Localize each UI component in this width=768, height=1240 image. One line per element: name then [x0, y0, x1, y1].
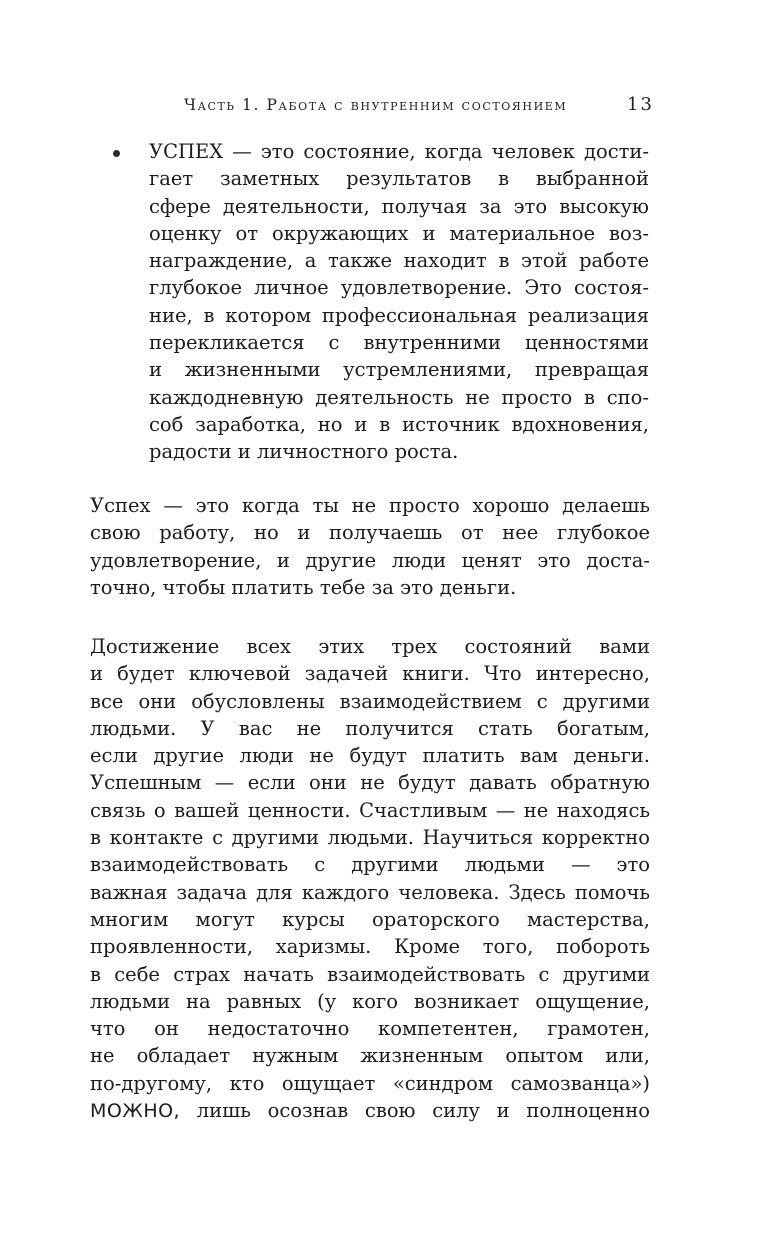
- text-line: оценку от окружающих и материальное воз-: [149, 221, 649, 245]
- text-line: гает заметных результатов в выбранной: [149, 167, 649, 191]
- text-line: УСПЕХ — это состояние, когда человек дости-: [149, 140, 649, 163]
- text-line: соб заработка, но и в источник вдохновения,: [149, 412, 649, 436]
- text-line: не обладает нужным жизненным опытом или,: [90, 1044, 650, 1068]
- text-line: людьми на равных (у кого возникает ощущение,: [90, 989, 650, 1013]
- text-line: свою работу, но и получаешь от нее глубокое: [90, 521, 650, 545]
- text-line: сфере деятельности, получая за это высокую: [149, 194, 649, 218]
- text-line-final: [90, 1097, 650, 1124]
- text-fragment: лишь осознав свою силу и полноценно: [196, 1099, 650, 1123]
- running-head: Часть 1. Работа с внутренним состоянием: [184, 96, 568, 114]
- text-line: точно, чтобы платить тебе за это деньги.: [90, 575, 517, 599]
- text-line: Успех — это когда ты не просто хорошо делаешь: [90, 494, 650, 517]
- text-line: удовлетворение, и другие люди ценят это доста-: [90, 548, 650, 572]
- text-line: все они обусловлены взаимодействием с другими: [90, 689, 650, 713]
- text-line: людьми. У вас не получится стать богатым,: [90, 716, 650, 740]
- text-line: перекликается с внутренними ценностями: [149, 331, 649, 355]
- paragraph-success: [90, 492, 650, 601]
- text-line: по-другому, кто ощущает «синдром самозванца»): [90, 1071, 650, 1095]
- text-line: в контакте с другими людьми. Научиться корректно: [90, 826, 650, 850]
- text-line: Успешным — если они не будут давать обратную: [90, 771, 650, 795]
- text-line: многим могут курсы ораторского мастерства,: [90, 907, 650, 931]
- text-line: радости и личностного роста.: [149, 440, 459, 464]
- text-line: важная задача для каждого человека. Здесь помочь: [90, 880, 650, 904]
- text-line: награждение, а также находит в этой работе: [149, 249, 649, 273]
- bullet-icon: [113, 150, 120, 157]
- bullet-paragraph: [149, 138, 649, 466]
- page-number: 13: [627, 94, 654, 115]
- text-line: взаимодействовать с другими людьми — это: [90, 853, 650, 877]
- text-line: Достижение всех этих трех состояний вами: [90, 635, 650, 658]
- text-line: и жизненными устремлениями, превращая: [149, 358, 649, 382]
- text-line: в себе страх начать взаимодействовать с другими: [90, 962, 650, 986]
- text-line: что он недостаточно компетентен, грамотен,: [90, 1017, 650, 1041]
- text-line: связь о вашей ценности. Счастливым — не находясь: [90, 798, 650, 822]
- emphasized-word: МОЖНО,: [90, 1100, 181, 1123]
- text-line: если другие люди не будут платить вам деньги.: [90, 744, 650, 768]
- text-line: глубокое личное удовлетворение. Это состоя-: [149, 276, 649, 300]
- text-line: ние, в котором профессиональная реализация: [149, 303, 649, 327]
- paragraph-achievement: [90, 633, 650, 1124]
- text-line: каждодневную деятельность не просто в спо-: [149, 385, 649, 409]
- text-line: и будет ключевой задачей книги. Что интересно,: [90, 662, 650, 686]
- text-line: проявленности, харизмы. Кроме того, побороть: [90, 935, 650, 959]
